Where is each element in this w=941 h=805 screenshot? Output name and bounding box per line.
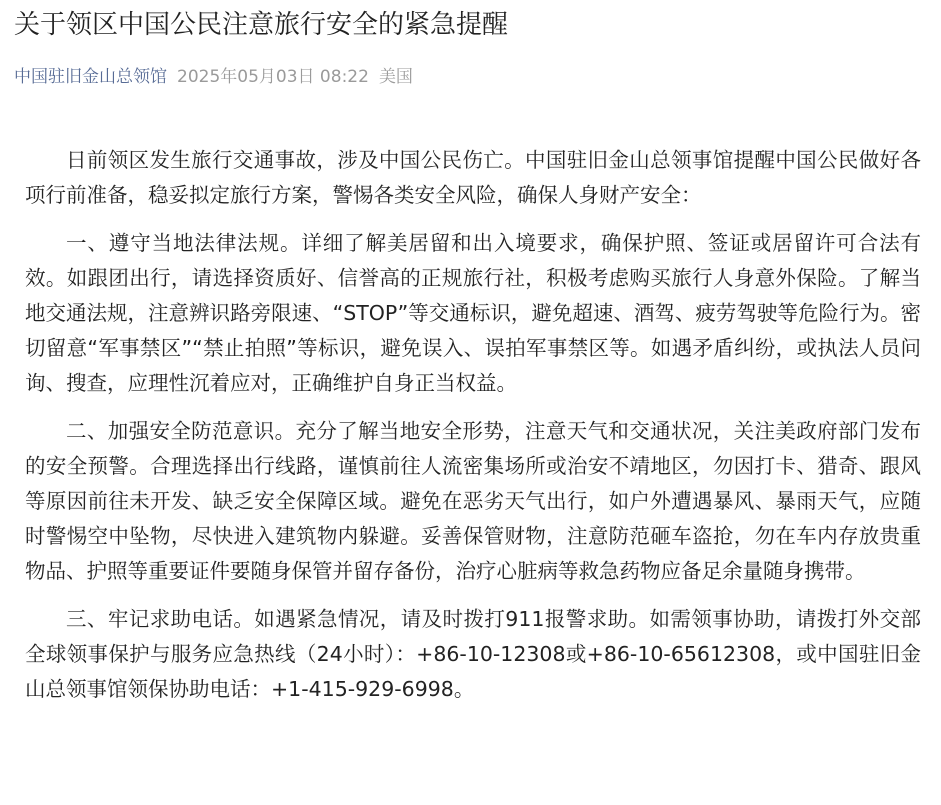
region-label: 美国 — [378, 67, 413, 87]
article-body — [25, 143, 921, 720]
publish-date: 2025年05月03日 08:22 — [177, 67, 369, 87]
paragraph-intro: 日前领区发生旅行交通事故，涉及中国公民伤亡。中国驻旧金山总领事馆提醒中国公民做好各项行前准备，稳妥拟定旅行方案，警惕各类安全风险，确保人身财产安全： — [25, 148, 921, 207]
paragraph-helplines: 三、牢记求助电话。如遇紧急情况，请及时拨打911报警求助。如需领事协助，请拨打外交部全球领事保护与服务应急热线（24小时）：+86-10-12308或+86-10-65612308，或中国驻旧金山总领事馆领保协助电话：+1-415-929-6998。 — [25, 607, 921, 701]
article-title: 关于领区中国公民注意旅行安全的紧急提醒 — [14, 10, 509, 40]
source-link[interactable]: 中国驻旧金山总领馆 — [14, 67, 167, 87]
paragraph-laws: 一、遵守当地法律法规。详细了解美居留和出入境要求，确保护照、签证或居留许可合法有效。如跟团出行，请选择资质好、信誉高的正规旅行社，积极考虑购买旅行人身意外保险。了解当地交通法规，注意辨识路旁限速、“STOP”等交通标识，避免超速、酒驾、疲劳驾驶等危险行为。密切留意“军事禁区”“禁止拍照”等标识，避免误入、误拍军事禁区等。如遇矛盾纠纷，或执法人员问询、搜查，应理性沉着应对，正确维护自身正当权益。 — [25, 231, 921, 395]
article-meta — [14, 65, 924, 89]
article-header — [14, 0, 924, 89]
paragraph-safety: 二、加强安全防范意识。充分了解当地安全形势，注意天气和交通状况，关注美政府部门发布的安全预警。合理选择出行线路，谨慎前往人流密集场所或治安不靖地区，勿因打卡、猎奇、跟风等原因前往未开发、缺乏安全保障区域。避免在恶劣天气出行，如户外遭遇暴风、暴雨天气，应随时警惕空中坠物，尽快进入建筑物内躲避。妥善保管财物，注意防范砸车盗抢，勿在车内存放贵重物品、护照等重要证件要随身保管并留存备份，治疗心脏病等救急药物应备足余量随身携带。 — [25, 419, 921, 583]
